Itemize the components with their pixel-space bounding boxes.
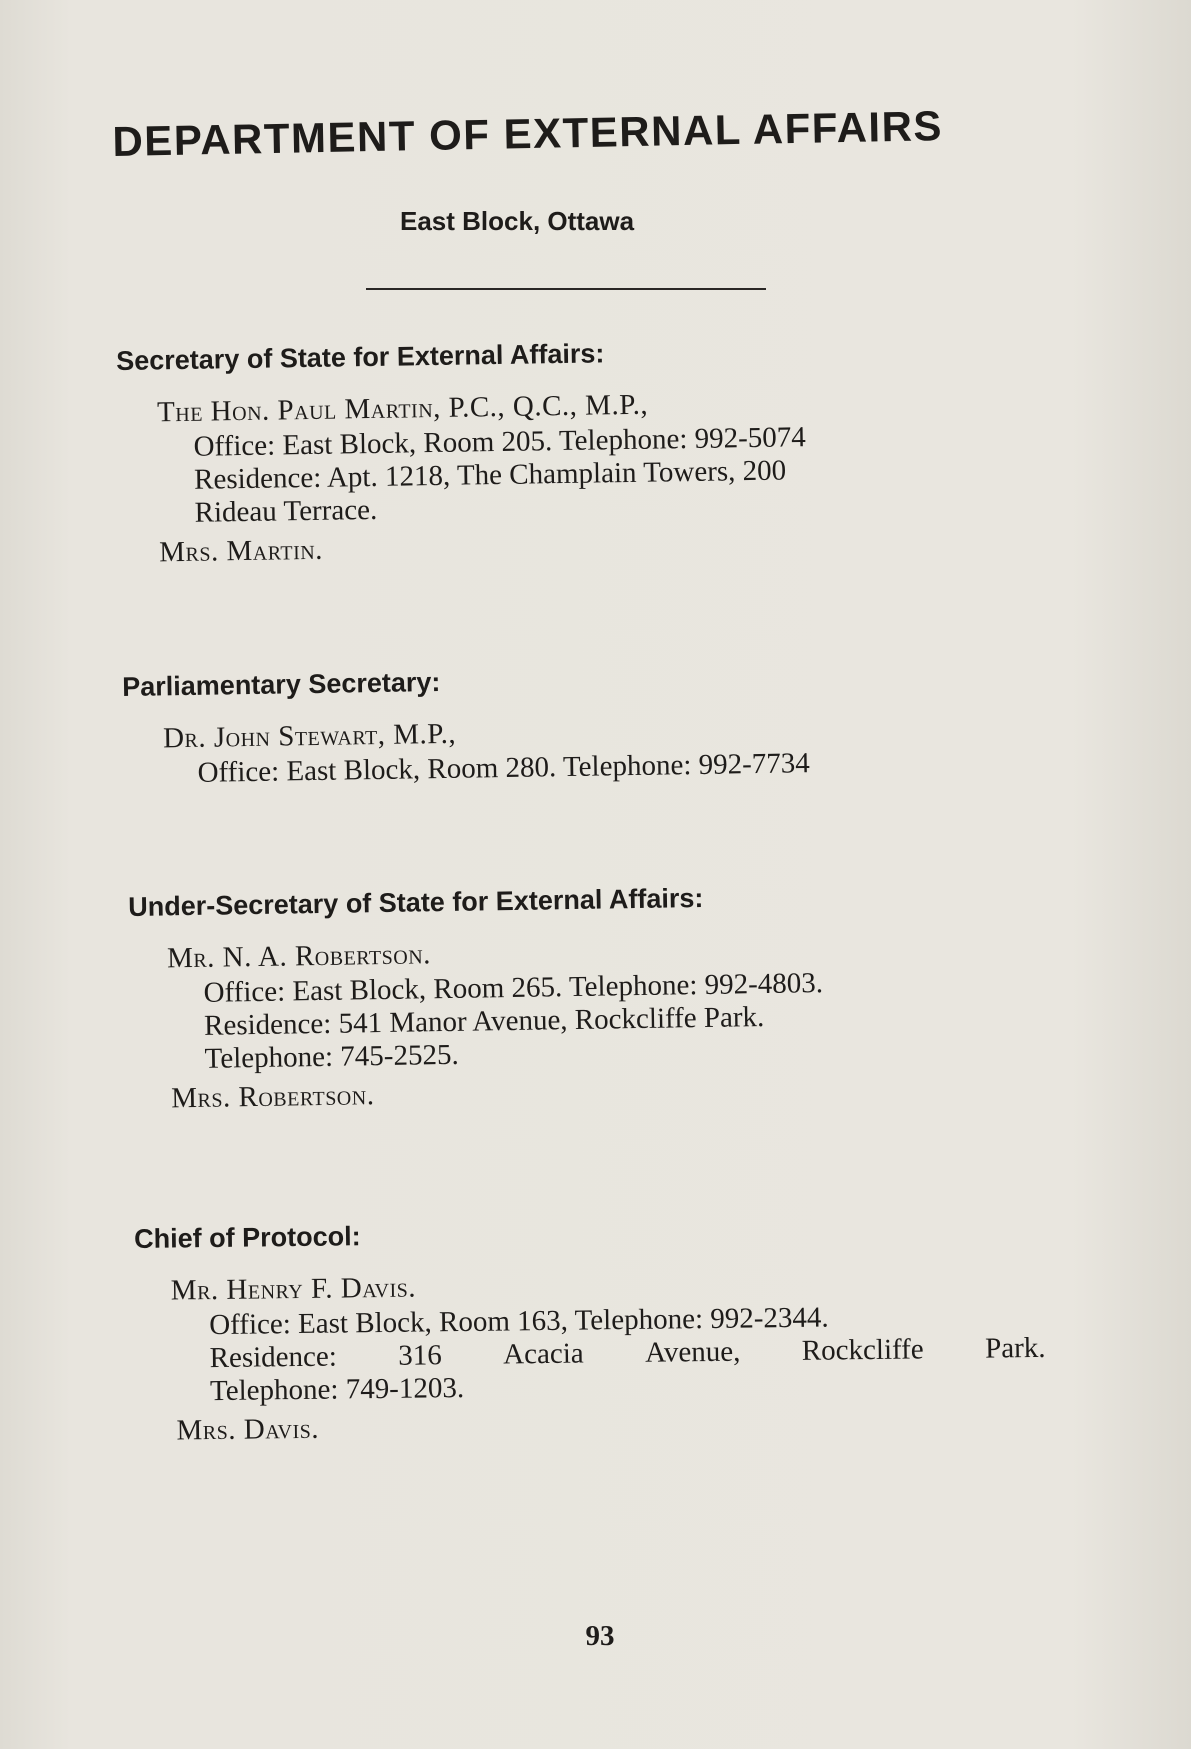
residence-line: Residence: Apt. 1218, The Champlain Towers, 200 [193,454,787,496]
official-name: Mr. N. A. Robertson. [166,938,432,975]
section-under-secretary [128,881,825,1116]
office-line: Office: East Block, Room 265. Telephone: 992-4803. [203,967,824,1009]
official-name: Dr. John Stewart, M.P., [162,717,457,755]
official-name: Mr. Henry F. Davis. [170,1271,417,1307]
official-name: The Hon. Paul Martin, P.C., Q.C., M.P., [156,388,649,429]
page-number: 93 [585,1620,615,1652]
section-heading: Chief of Protocol: [134,1221,361,1254]
office-line: Office: East Block, Room 205. Telephone: 992-5074 [193,421,807,463]
section-chief-of-protocol [134,1213,1047,1448]
residence-line-continued: Rideau Terrace. [194,493,378,529]
office-line: Office: East Block, Room 163, Telephone: 992-2344. [209,1301,829,1342]
office-line: Office: East Block, Room 280. Telephone: 992-7734 [197,747,811,789]
section-heading: Parliamentary Secretary: [122,667,441,702]
telephone-line: Telephone: 749-1203. [209,1371,465,1408]
spouse-name: Mrs. Robertson. [170,1079,375,1115]
telephone-line: Telephone: 745-2525. [204,1038,459,1075]
residence-avenue: Avenue, [644,1335,741,1369]
page-title: DEPARTMENT OF EXTERNAL AFFAIRS [112,102,944,165]
residence-street: Acacia [503,1337,584,1371]
residence-label: Residence: [209,1340,338,1375]
residence-park: Rockcliffe [801,1333,924,1367]
page-subtitle: East Block, Ottawa [400,206,635,236]
section-heading: Under-Secretary of State for External Affairs: [128,882,704,922]
section-parliamentary-secretary [122,661,810,791]
section-secretary-of-state [116,335,808,570]
spouse-name: Mrs. Martin. [158,533,324,569]
section-heading: Secretary of State for External Affairs: [116,338,605,376]
residence-number: 316 [398,1339,442,1372]
residence-line: Residence: 541 Manor Avenue, Rockcliffe Park. [203,1001,765,1042]
spouse-name: Mrs. Davis. [176,1412,320,1447]
title-divider [366,288,766,290]
residence-end: Park. [984,1331,1046,1365]
